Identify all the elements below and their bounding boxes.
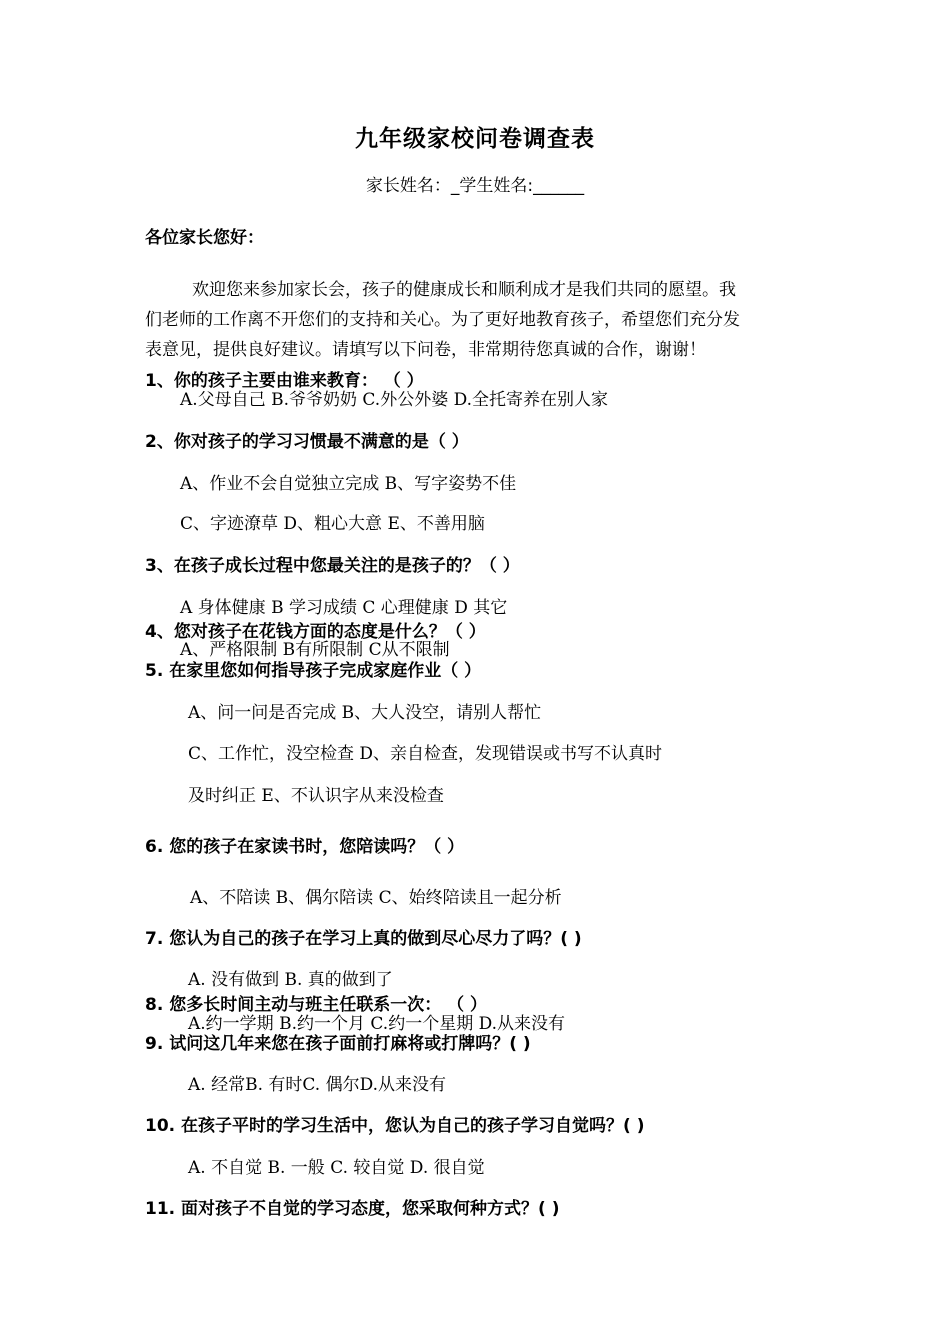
question-4-options: A、严格限制 B有所限制 C从不限制 (180, 640, 450, 660)
question-8: 8. 您多长时间主动与班主任联系一次： （ ） (145, 995, 488, 1015)
question-1: 1、你的孩子主要由谁来教育： （ ） (145, 371, 424, 391)
question-5: 5. 在家里您如何指导孩子完成家庭作业（ ） (145, 661, 482, 681)
intro-line: 欢迎您来参加家长会，孩子的健康成长和顺利成才是我们共同的愿望。我 (192, 280, 736, 300)
question-2-options: C、字迹潦草 D、粗心大意 E、不善用脑 (180, 514, 485, 534)
intro-line: 们老师的工作离不开您们的支持和关心。为了更好地教育孩子，希望您们充分发 (145, 310, 740, 330)
question-6-options: A、不陪读 B、偶尔陪读 C、始终陪读且一起分析 (190, 888, 562, 908)
question-3: 3、在孩子成长过程中您最关注的是孩子的？（ ） (145, 556, 520, 576)
question-3-options: A 身体健康 B 学习成绩 C 心理健康 D 其它 (180, 598, 508, 618)
question-10-options: A. 不自觉 B. 一般 C. 较自觉 D. 很自觉 (188, 1158, 485, 1178)
question-11: 11. 面对孩子不自觉的学习态度，您采取何种方式？( ) (145, 1199, 560, 1219)
question-5-options: 及时纠正 E、不认识字从来没检查 (188, 786, 444, 806)
greeting: 各位家长您好： (145, 228, 264, 248)
question-7: 7. 您认为自己的孩子在学习上真的做到尽心尽力了吗？( ) (145, 929, 582, 949)
question-7-options: A. 没有做到 B. 真的做到了 (188, 970, 393, 990)
question-9-options: A. 经常B. 有时C. 偶尔D.从来没有 (188, 1075, 447, 1095)
question-5-options: C、工作忙，没空检查 D、亲自检查，发现错误或书写不认真时 (188, 744, 663, 764)
question-9: 9. 试问这几年来您在孩子面前打麻将或打牌吗？( ) (145, 1034, 531, 1054)
intro-line: 表意见，提供良好建议。请填写以下问卷，非常期待您真诚的合作，谢谢！ (145, 340, 706, 360)
question-8-options: A.约一学期 B.约一个月 C.约一个星期 D.从来没有 (188, 1014, 566, 1034)
page-title: 九年级家校问卷调查表 (355, 125, 595, 152)
question-4: 4、您对孩子在花钱方面的态度是什么？（ ） (145, 622, 486, 642)
question-2-options: A、作业不会自觉独立完成 B、写字姿势不佳 (180, 474, 517, 494)
name-fields-line: 家长姓名：_学生姓名:______ (365, 176, 585, 196)
question-6: 6. 您的孩子在家读书时，您陪读吗？（ ） (145, 837, 465, 857)
question-10: 10. 在孩子平时的学习生活中，您认为自己的孩子学习自觉吗？( ) (145, 1116, 645, 1136)
question-2: 2、你对孩子的学习习惯最不满意的是（ ） (145, 432, 469, 452)
question-5-options: A、问一问是否完成 B、大人没空，请别人帮忙 (188, 703, 542, 723)
question-1-options: A.父母自己 B.爷爷奶奶 C.外公外婆 D.全托寄养在别人家 (180, 390, 609, 410)
